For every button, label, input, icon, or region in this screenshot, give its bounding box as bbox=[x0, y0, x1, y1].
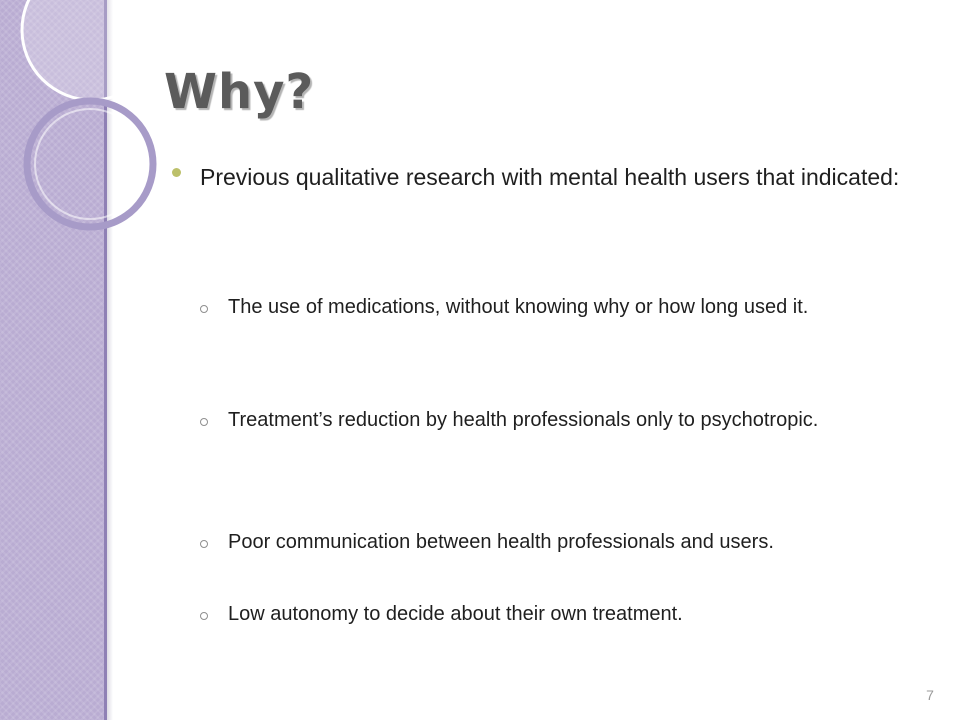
main-bullet-dot bbox=[172, 168, 181, 177]
sub-bullet-ring-icon bbox=[200, 540, 208, 548]
sub-bullet-text: Treatment’s reduction by health professionals only to psychotropic. bbox=[228, 409, 819, 431]
sub-bullet-ring-icon bbox=[200, 612, 208, 620]
side-band-shadow bbox=[107, 0, 113, 720]
main-bullet-text: Previous qualitative research with mental health users that indicated: bbox=[200, 164, 900, 190]
slide-title: Why? bbox=[164, 64, 315, 120]
sub-bullet-text: Poor communication between health professionals and users. bbox=[228, 531, 774, 553]
decorative-side-band bbox=[0, 0, 104, 720]
sub-bullet-text: The use of medications, without knowing why or how long used it. bbox=[228, 296, 809, 318]
sub-bullet-ring-icon bbox=[200, 418, 208, 426]
sub-bullet-text: Low autonomy to decide about their own treatment. bbox=[228, 603, 683, 625]
sub-bullet-ring-icon bbox=[200, 305, 208, 313]
slide-number: 7 bbox=[926, 687, 934, 703]
